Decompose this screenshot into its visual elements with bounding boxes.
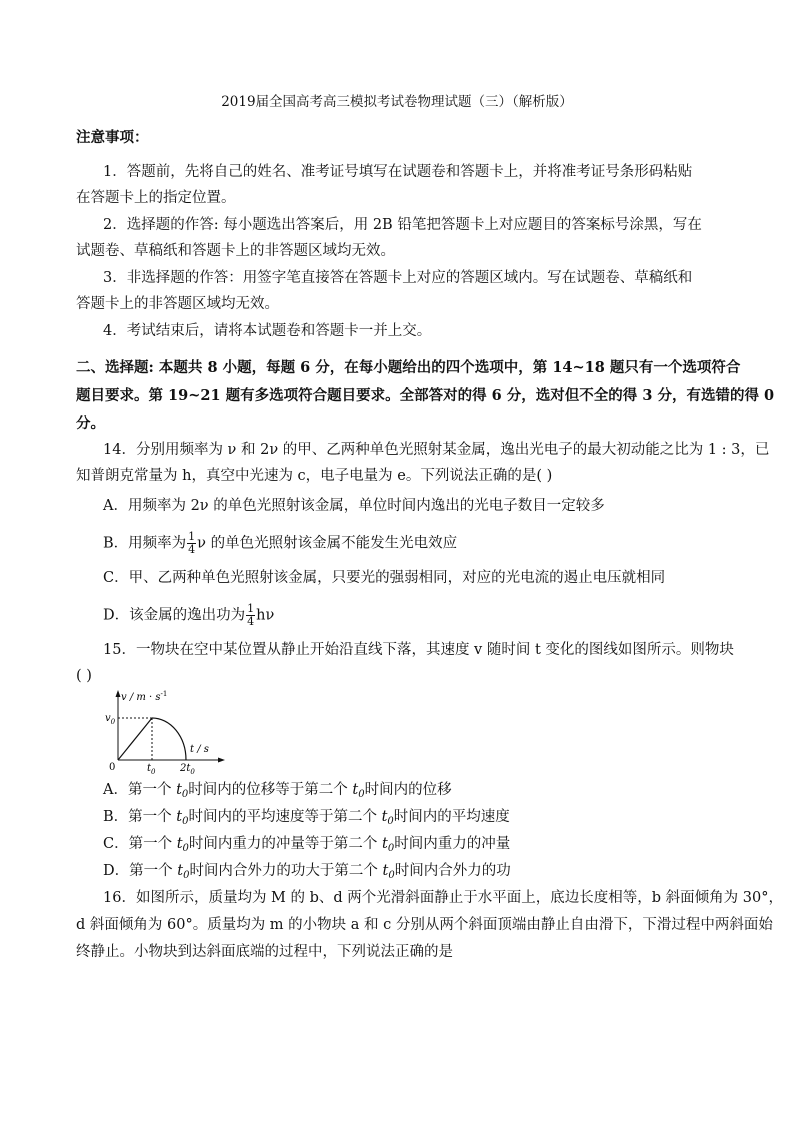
v0-label: $v_0$ [105, 713, 116, 726]
fraction-quarter: $\frac{1}{4}$ [247, 602, 255, 628]
q14-option-d: D．该金属的逸出功为 $\frac{1}{4}$ hν [103, 602, 275, 628]
velocity-time-graph [105, 688, 228, 776]
q15-stem-2: ( ) [76, 668, 92, 684]
y-axis-arrow [116, 690, 121, 697]
fraction-quarter: $\frac{1}{4}$ [188, 530, 196, 556]
notice-item-3b: 答题卡上的非答题区域均无效。 [76, 296, 279, 312]
notice-item-2b: 试题卷、草稿纸和答题卡上的非答题区域均无效。 [76, 243, 395, 259]
q15-option-d: D．第一个 $t_0$时间内合外力的功大于第二个 $t_0$时间内合外力的功 [103, 863, 511, 881]
q14-stem-1: 14．分别用频率为 ν 和 2ν 的甲、乙两种单色光照射某金属，逸出光电子的最大初动能之比为 1 : 3，已 [103, 442, 770, 458]
q15-option-a: A．第一个 $t_0$时间内的位移等于第二个 $t_0$时间内的位移 [103, 782, 452, 800]
y-axis-label: $v / m \cdot s^{-1}$ [121, 690, 168, 703]
q16-stem-2: d 斜面倾角为 60°。质量均为 m 的小物块 a 和 c 分别从两个斜面顶端由静止自由滑下，下滑过程中两斜面始 [76, 917, 773, 933]
section-header-3: 分。 [76, 415, 105, 432]
section-header-1: 二、选择题: 本题共 8 小题，每题 6 分，在每小题给出的四个选项中，第 14~18 题只有一个选项符合 [76, 359, 741, 376]
x-axis-arrow [218, 758, 225, 763]
notice-item-1b: 在答题卡上的指定位置。 [76, 190, 236, 206]
q15-option-c: C．第一个 $t_0$时间内重力的冲量等于第二个 $t_0$时间内重力的冲量 [103, 836, 511, 854]
notice-item-3a: 3．非选择题的作答：用签字笔直接答在答题卡上对应的答题区域内。写在试题卷、草稿纸和 [103, 270, 693, 286]
page-title: 2019届全国高考高三模拟考试卷物理试题（三）（解析版） [221, 94, 573, 110]
q14-option-a: A．用频率为 2ν 的单色光照射该金属，单位时间内逸出的光电子数目一定较多 [103, 498, 605, 514]
accelerating-segment [118, 718, 152, 760]
decelerating-curve [152, 718, 186, 760]
q14-stem-2: 知普朗克常量为 h，真空中光速为 c，电子电量为 e。下列说法正确的是( ) [76, 468, 553, 484]
section-header-2: 题目要求。第 19~21 题有多选项符合题目要求。全部答对的得 6 分，选对但不全的得 3 分，有选错的得 0 [76, 387, 775, 404]
2t0-label: $2t_0$ [180, 763, 195, 776]
q15-option-b: B．第一个 $t_0$时间内的平均速度等于第二个 $t_0$时间内的平均速度 [103, 809, 510, 827]
q16-stem-1: 16．如图所示，质量均为 M 的 b、d 两个光滑斜面静止于水平面上，底边长度相等，b 斜面倾角为 30°， [103, 890, 783, 906]
origin-label: 0 [109, 762, 116, 773]
notice-item-1a: 1．答题前，先将自己的姓名、准考证号填写在试题卷和答题卡上，并将准考证号条形码粘贴 [103, 164, 693, 180]
t0-label: $t_0$ [147, 763, 156, 776]
q16-stem-3: 终静止。小物块到达斜面底端的过程中，下列说法正确的是 [76, 944, 453, 960]
q14-option-b: B．用频率为 $\frac{1}{4}$ ν 的单色光照射该金属不能发生光电效应 [103, 530, 458, 556]
notice-heading: 注意事项： [76, 129, 149, 146]
notice-item-4: 4．考试结束后，请将本试题卷和答题卡一并上交。 [103, 323, 432, 339]
x-axis-label: t / s [190, 744, 209, 755]
notice-item-2a: 2．选择题的作答: 每小题选出答案后，用 2B 铅笔把答题卡上对应题目的答案标号涂黑，写在 [103, 217, 702, 233]
q14-option-c: C．甲、乙两种单色光照射该金属，只要光的强弱相同，对应的光电流的遏止电压就相同 [103, 570, 666, 586]
q15-stem-1: 15．一物块在空中某位置从静止开始沿直线下落，其速度 v 随时间 t 变化的图线如图所示。则物块 [103, 642, 734, 658]
